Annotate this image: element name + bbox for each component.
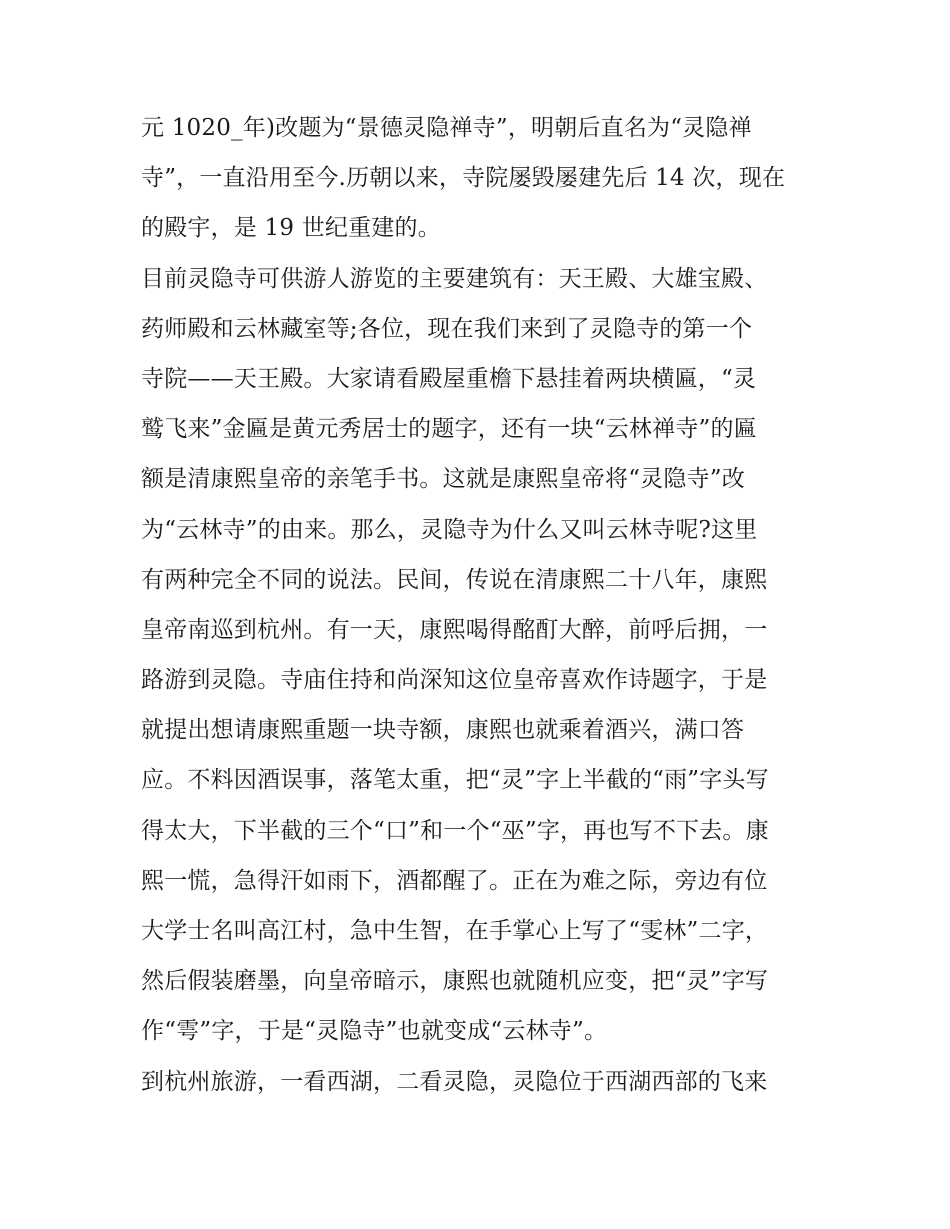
text-line: 的殿宇，是 19 世纪重建的。	[141, 215, 441, 242]
text-line: 额是清康熙皇帝的亲笔手书。这就是康熙皇帝将“灵隐寺”改	[141, 466, 745, 493]
text-line: 路游到灵隐。寺庙住持和尚深知这位皇帝喜欢作诗题字，于是	[141, 667, 768, 694]
text-line: 熙一慌，急得汗如雨下，酒都醒了。正在为难之际，旁边有位	[141, 867, 768, 894]
text-line: 得太大，下半截的三个“口”和一个“巫”字，再也写不下去。康	[141, 817, 769, 844]
text-line: 应。不料因酒误事，落笔太重，把“灵”字上半截的“雨”字头写	[141, 767, 769, 794]
text-line: 大学士名叫高江村，急中生智，在手掌心上写了“雯林”二字，	[141, 918, 769, 944]
text-line: 鹫飞来”金匾是黄元秀居士的题字，还有一块“云林禅寺”的匾	[141, 416, 757, 443]
text-line: 作“雩”字，于是“灵隐寺”也就变成“云林寺”。	[141, 1018, 608, 1045]
text-line: 为“云林寺”的由来。那么，灵隐寺为什么又叫云林寺呢?这里	[141, 516, 758, 543]
text-line: 目前灵隐寺可供游人游览的主要建筑有：天王殿、大雄宝殿、	[141, 265, 768, 292]
text-line: 元 1020_年)改题为“景德灵隐禅寺”，明朝后直名为“灵隐禅	[141, 115, 752, 141]
text-line: 寺”，一直沿用至今.历朝以来，寺院屡毁屡建先后 14 次，现在	[141, 165, 786, 192]
text-line: 皇帝南巡到杭州。有一天，康熙喝得酩酊大醉，前呼后拥，一	[141, 616, 768, 643]
text-line: 到杭州旅游，一看西湖，二看灵隐，灵隐位于西湖西部的飞来	[141, 1068, 768, 1095]
document-body	[141, 110, 821, 1114]
text-line: 有两种完全不同的说法。民间，传说在清康熙二十八年，康熙	[141, 566, 768, 593]
text-line: 药师殿和云林藏室等;各位，现在我们来到了灵隐寺的第一个	[141, 315, 753, 342]
text-line: 寺院——天王殿。大家请看殿屋重檐下悬挂着两块横匾，“灵	[141, 365, 757, 392]
text-line: 然后假装磨墨，向皇帝暗示，康熙也就随机应变，把“灵”字写	[141, 968, 769, 995]
text-line: 就提出想请康熙重题一块寺额，康熙也就乘着酒兴，满口答	[141, 717, 745, 744]
